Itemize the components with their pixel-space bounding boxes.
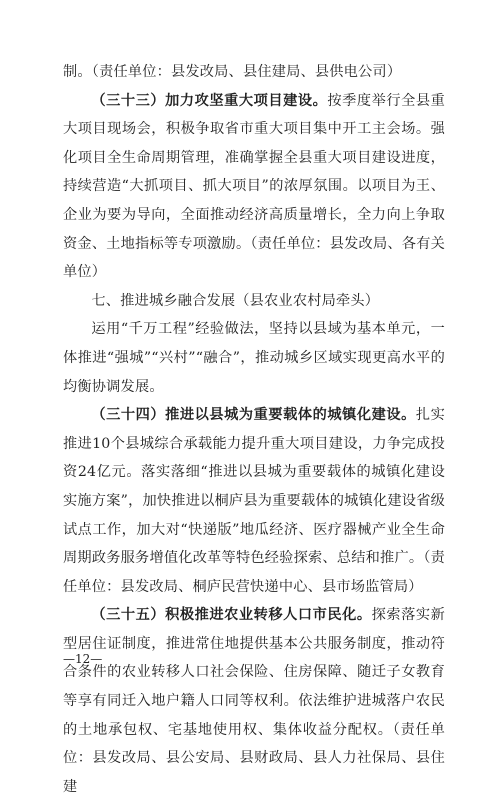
page-number: —12— [63,652,103,666]
paragraph-text: 按季度举行全县重大项目现场会，积极争取省市重大项目集中开工主会场。强化项目全生命周期管理，准确掌握全县重大项目建设进度，持续营造“大抓项目、抓大项目”的浓厚氛围。以项目为王、企业为要为导向，全面推动经济高质量增长，全力向上争取资金、土地指标等专项激励。（责任单位：县发改局、各有关单位） [63,92,446,281]
paragraph-continuation [63,58,445,87]
paragraph-text: 扎实推进10个县城综合承载能力提升重大项目建设，力争完成投资24亿元。落实落细“推进以县城为重要载体的城镇化建设实施方案”，加快推进以桐庐县为重要载体的城镇化建设省级试点工作，加大对“快递版”地瓜经济、医疗器械产业全生命周期政务服务增值化改革等特色经验探索、总结和推广。（责任单位：县发改局、桐庐民营快递中心、县市场监管局） [63,407,445,595]
paragraph-text: 运用“千万工程”经验做法，坚持以县域为基本单元，一体推进“强城”“兴村”“融合”，推动城乡区域实现更高水平的均衡协调发展。 [63,321,445,395]
paragraph-item-35 [63,601,445,801]
paragraph-heading: （三十四）推进以县城为重要载体的城镇化建设。 [91,407,416,424]
paragraph-text: 探索落实新型居住证制度，推进常住地提供基本公共服务制度，推动符合条件的农业转移人口社会保险、住房保障、随迁子女教育等享有同迁入地户籍人口同等权利。依法维护进城落户农民的土地承包权、宅基地使用权、集体收益分配权。（责任单位：县发改局、县公安局、县财政局、县人力社保局、县住建 [63,607,445,795]
paragraph-item-34 [63,401,445,601]
paragraph-heading: （三十五）积极推进农业转移人口市民化。 [91,607,372,624]
section-heading [63,287,445,316]
paragraph-text: 制。（责任单位：县发改局、县住建局、县供电公司） [63,64,402,80]
document-body [63,58,445,801]
section-heading-text: 七、推进城乡融合发展（县农业农村局牵头） [91,292,380,309]
paragraph-item-33 [63,87,445,287]
paragraph-intro [63,315,445,401]
paragraph-heading: （三十三）加力攻坚重大项目建设。 [91,92,328,109]
